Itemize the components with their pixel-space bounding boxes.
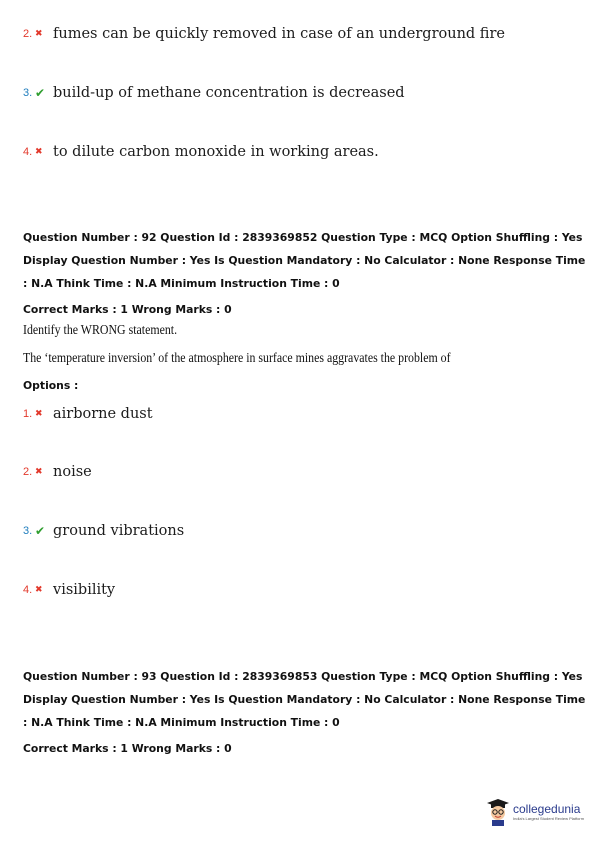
- cross-icon: ✖: [35, 585, 43, 595]
- meta-line: Question Number : 93 Question Id : 2839369853 Question Type : MCQ Option Shuffling : Yes: [23, 670, 583, 683]
- cross-icon: ✖: [35, 467, 43, 477]
- cross-icon: ✖: [35, 409, 43, 419]
- option-text: build-up of methane concentration is decreased: [53, 85, 405, 101]
- collegedunia-logo: [486, 798, 584, 826]
- meta-line: Question Number : 92 Question Id : 2839369852 Question Type : MCQ Option Shuffling : Yes: [23, 231, 583, 244]
- option-row: [23, 26, 505, 42]
- option-text: to dilute carbon monoxide in working areas.: [53, 144, 379, 160]
- options-label: Options :: [23, 379, 79, 392]
- option-number: 2.: [23, 28, 33, 40]
- option-row: [23, 582, 115, 598]
- option-text: fumes can be quickly removed in case of an underground fire: [53, 26, 505, 42]
- cross-icon: ✖: [35, 147, 43, 157]
- meta-line: Display Question Number : Yes Is Question Mandatory : No Calculator : None Response Time: [23, 254, 586, 267]
- cross-icon: ✖: [35, 29, 43, 39]
- option-number: 2.: [23, 466, 33, 478]
- check-icon: ✔: [35, 524, 46, 538]
- option-row: [23, 523, 184, 539]
- option-row: [23, 85, 405, 101]
- question-93-marks: Correct Marks : 1 Wrong Marks : 0: [23, 742, 232, 755]
- option-number: 4.: [23, 146, 33, 158]
- option-number: 4.: [23, 584, 33, 596]
- student-mascot-icon: [486, 798, 510, 826]
- option-text: ground vibrations: [53, 523, 185, 539]
- option-number: 3.: [23, 87, 33, 99]
- option-text: visibility: [53, 582, 116, 598]
- option-number: 1.: [23, 408, 33, 420]
- meta-line: : N.A Think Time : N.A Minimum Instruction Time : 0: [23, 716, 340, 729]
- logo-tagline: India's Largest Student Review Platform: [513, 816, 585, 821]
- option-row: [23, 144, 379, 160]
- logo-name: collegedunia: [513, 802, 581, 816]
- meta-line: Display Question Number : Yes Is Question Mandatory : No Calculator : None Response Time: [23, 693, 586, 706]
- option-row: [23, 406, 153, 422]
- question-92-text: The ‘temperature inversion’ of the atmosphere in surface mines aggravates the problem of: [23, 350, 451, 365]
- option-text: airborne dust: [53, 406, 153, 422]
- check-icon: ✔: [35, 86, 46, 100]
- question-92-marks: Correct Marks : 1 Wrong Marks : 0: [23, 303, 232, 316]
- option-text: noise: [53, 464, 92, 480]
- question-92-instruction: Identify the WRONG statement.: [23, 322, 178, 337]
- question-93-meta: [23, 665, 586, 734]
- question-92-meta: [23, 226, 586, 295]
- option-number: 3.: [23, 525, 33, 537]
- meta-line: : N.A Think Time : N.A Minimum Instruction Time : 0: [23, 277, 340, 290]
- option-row: [23, 464, 92, 480]
